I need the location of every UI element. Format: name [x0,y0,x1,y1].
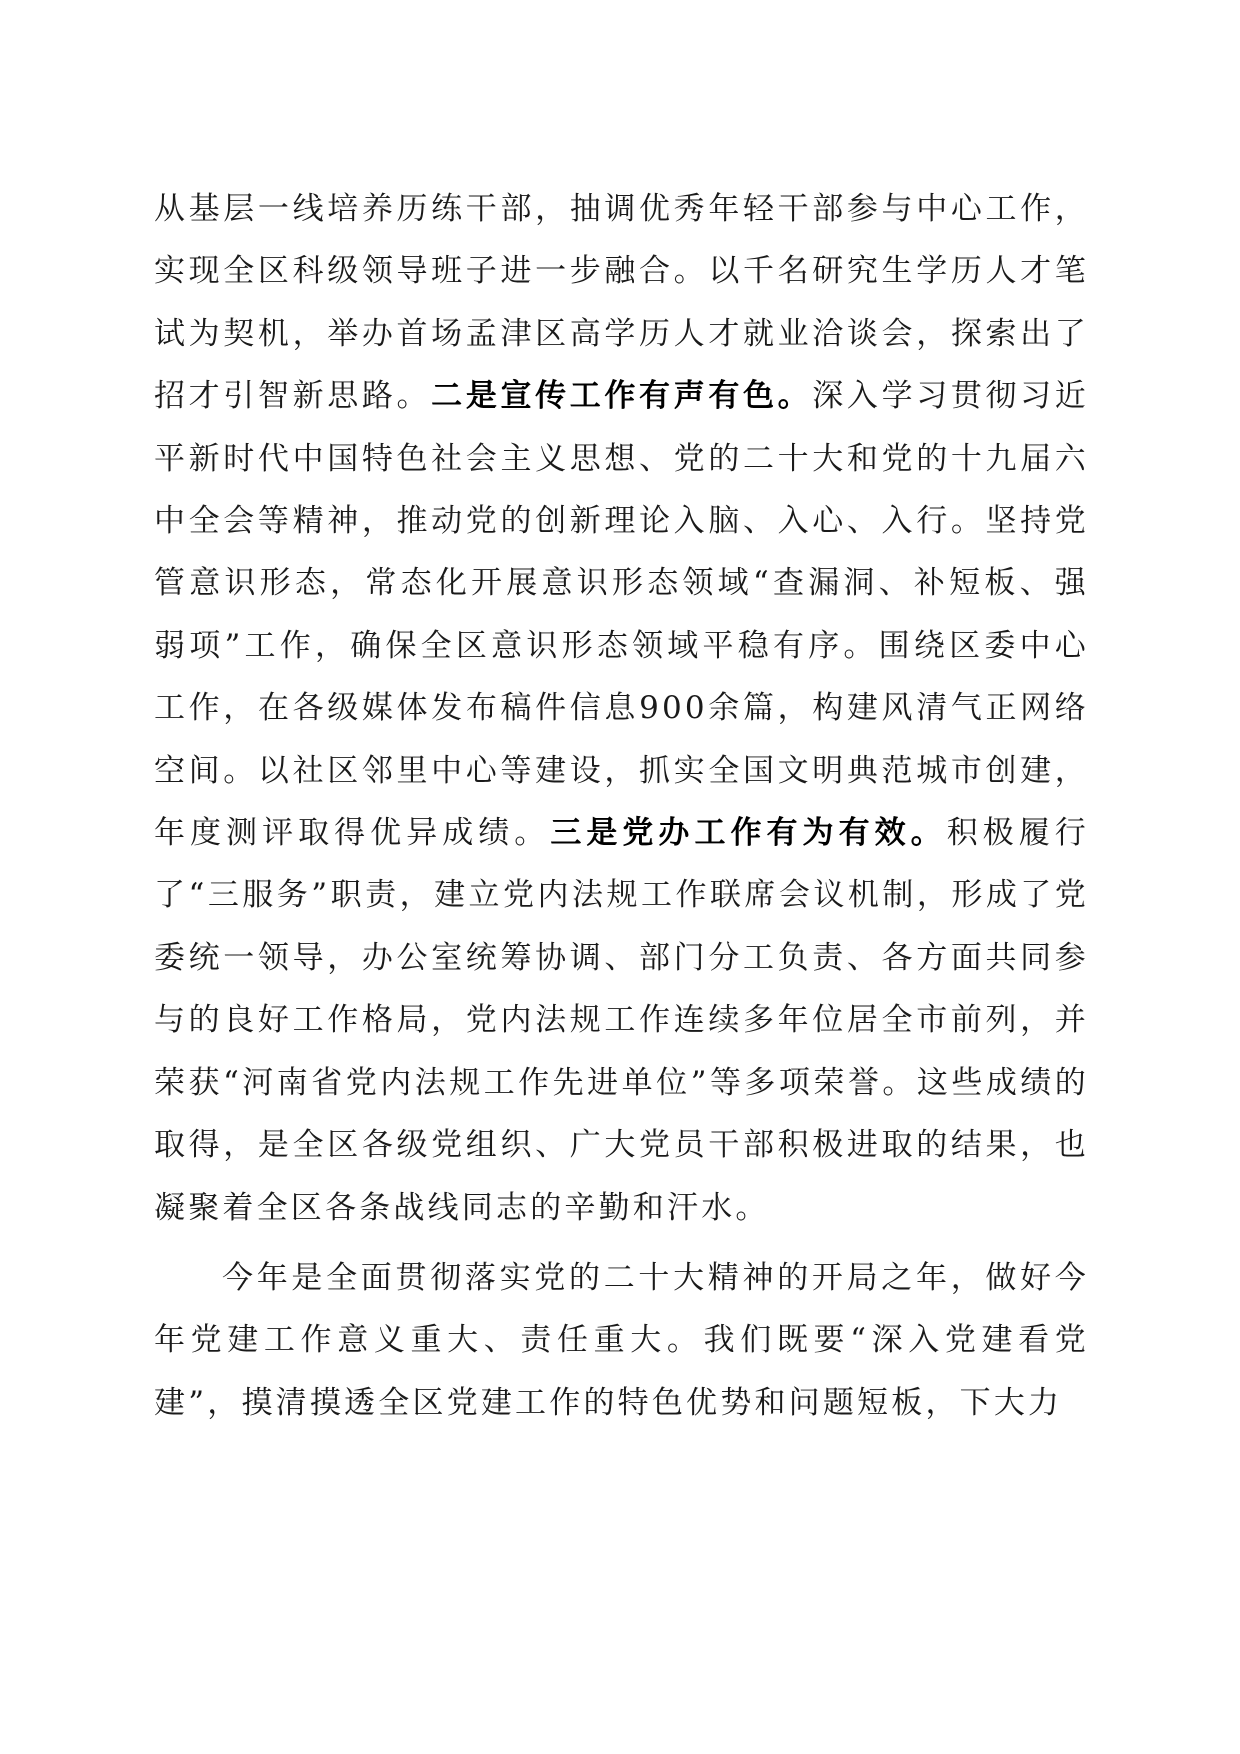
paragraph-1-text-run: 深入学习贯彻习近平新时代中国特色社会主义思想、党的二十大和党的十九届六中全会等精神，推动党的创新理论入脑、入心、入行。坚持党管意识形态，常态化开展意识形态领域“查漏洞、补短板、强弱项”工作，确保全区意识形态领域平稳有序。围绕区委中心工作，在各级媒体发布稿件信息900余篇，构建风清气正网络空间。以社区邻里中心等建设，抓实全国文明典范城市创建，年度测评取得优异成绩。 [154,378,1089,852]
paragraph-1 [154,178,1089,1239]
paragraph-2-text-run: 今年是全面贯彻落实党的二十大精神的开局之年，做好今年党建工作意义重大、责任重大。我们既要“深入党建看党建”，摸清摸透全区党建工作的特色优势和问题短板，下大力 [154,1259,1089,1421]
paragraph-1-bold-heading-party-office: 三是党办工作有为有效。 [550,815,947,852]
paragraph-1-text-run: 积极履行了“三服务”职责，建立党内法规工作联席会议机制，形成了党委统一领导，办公室统筹协调、部门分工负责、各方面共同参与的良好工作格局，党内法规工作连续多年位居全市前列，并荣获“河南省党内法规工作先进单位”等多项荣誉。这些成绩的取得，是全区各级党组织、广大党员干部积极进取的结果，也凝聚着全区各条战线同志的辛勤和汗水。 [154,815,1089,1226]
paragraph-1-bold-heading-publicity: 二是宣传工作有声有色。 [431,378,813,415]
paragraph-1-text-run: 从基层一线培养历练干部，抽调优秀年轻干部参与中心工作，实现全区科级领导班子进一步融合。以千名研究生学历人才笔试为契机，举办首场孟津区高学历人才就业洽谈会，探索出了招才引智新思路。 [154,191,1089,415]
paragraph-2 [154,1247,1089,1434]
document-body [154,178,1089,1434]
